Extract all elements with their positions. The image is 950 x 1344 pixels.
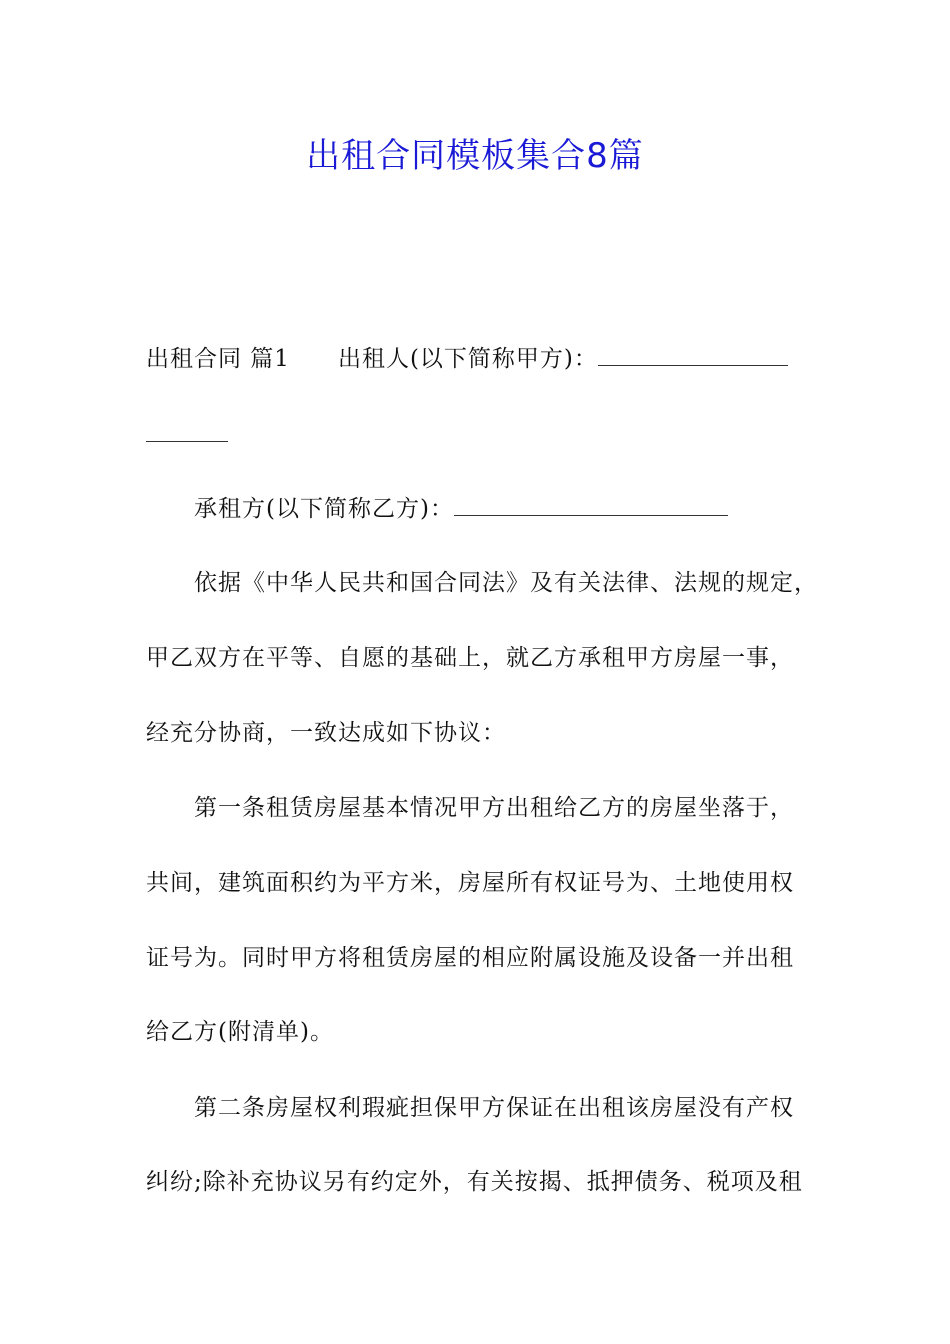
paragraph-line: 共间，建筑面积约为平方米，房屋所有权证号为、土地使用权 [146, 870, 794, 896]
document-title: 出租合同模板集合8篇 [306, 136, 644, 176]
lessor-label: 出租人(以下简称甲方)： [337, 346, 598, 372]
paragraph-line: 第一条租赁房屋基本情况甲方出租给乙方的房屋坐落于， [194, 795, 794, 821]
paragraph-line: 纠纷;除补充协议另有约定外，有关按揭、抵押债务、税项及租 [146, 1169, 803, 1195]
lessee-label: 承租方(以下简称乙方)： [194, 496, 454, 522]
lessor-blank-continued [146, 421, 228, 442]
paragraph-line: 第二条房屋权利瑕疵担保甲方保证在出租该房屋没有产权 [194, 1095, 794, 1121]
lessor-blank [598, 345, 788, 366]
lessee-line [194, 494, 728, 524]
contract-heading-line [146, 344, 788, 374]
paragraph-line: 证号为。同时甲方将租赁房屋的相应附属设施及设备一并出租 [146, 945, 794, 971]
contract-heading-label: 出租合同 篇1 [146, 346, 290, 372]
paragraph-line: 甲乙双方在平等、自愿的基础上，就乙方承租甲方房屋一事， [146, 645, 794, 671]
paragraph-line: 依据《中华人民共和国合同法》及有关法律、法规的规定， [194, 570, 818, 596]
paragraph-line: 给乙方(附清单)。 [146, 1019, 334, 1045]
lessee-blank [454, 495, 728, 516]
lessor-blank-continued-line [146, 420, 228, 450]
paragraph-line: 经充分协商，一致达成如下协议： [146, 720, 506, 746]
